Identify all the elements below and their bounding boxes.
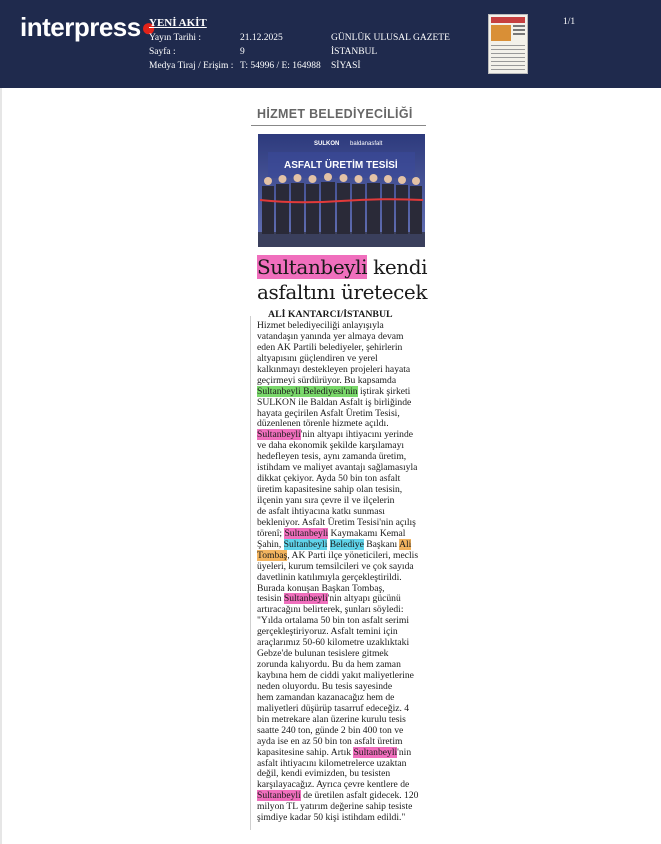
body-text: 'nin — [397, 746, 412, 758]
highlighted-term: Sultanbeyli — [283, 538, 328, 550]
body-text: Burada konuşan Başkan Tombaş, — [257, 582, 385, 594]
body-text: Kaymakamı Kemal — [328, 527, 406, 539]
body-text: asfalt ihtiyacını kilometrelerce uzaktan — [257, 757, 407, 769]
body-text: ayda ise en az 50 bin ton asfalt üretim — [257, 735, 403, 747]
body-text: kalkınmayı destekleyen projeleri hayata — [257, 363, 411, 375]
banner-title-text: ASFALT ÜRETİM TESİSİ — [284, 160, 398, 171]
article-body — [257, 321, 437, 824]
body-text: Gebze'de bulunan tesislere gitmek — [257, 648, 389, 660]
section-divider — [251, 125, 426, 126]
column-rule — [250, 316, 251, 830]
body-text: törenî; — [257, 527, 285, 539]
body-text: Şahin, — [257, 538, 284, 550]
section-title: HİZMET BELEDİYECİLİĞİ — [257, 107, 413, 121]
meta-extra-category: SİYASİ — [331, 61, 361, 71]
highlighted-term: Belediye — [329, 538, 364, 550]
highlighted-term: Tombaş — [257, 549, 288, 561]
headline — [257, 255, 457, 305]
body-text: SULKON ile Baldan Asfalt iş birliğinde — [257, 396, 412, 408]
meta-value-page: 9 — [240, 47, 245, 57]
body-text: 'nin altyapı gücünü — [327, 593, 401, 605]
highlighted-term: Ali — [399, 538, 412, 550]
logo-text: interpress — [20, 12, 141, 42]
headline-line1-rest: kendi — [367, 255, 428, 279]
header-bar — [0, 0, 661, 88]
body-text: bin metrekare alan üzerine kurulu tesis — [257, 713, 406, 725]
banner-right-text: baldanasfalt — [350, 141, 383, 147]
article-photo — [258, 134, 425, 247]
interpress-logo: interpress● — [20, 12, 156, 42]
body-text: değil, kendi evimizden, bu tesisten — [257, 768, 391, 780]
page-counter: 1/1 — [563, 17, 576, 27]
highlighted-term: Sultanbeyli Belediyesi'nin — [257, 385, 358, 397]
body-text: araçlarımız 50-60 kilometre uzaklıktaki — [257, 637, 410, 649]
body-text: maliyetleri düşürüp tasarruf edeceğiz. 4 — [257, 702, 410, 714]
headline-line-1 — [257, 255, 457, 280]
body-text: üretim kapasitesine sahip olan tesisin, — [257, 484, 403, 496]
highlighted-term: Sultanbeyli — [283, 593, 328, 605]
body-text: neden oluyordu. Bu tesis sayesinde — [257, 680, 393, 692]
body-text: üyeleri, kurum temsilcileri ve çok sayıda — [257, 560, 414, 572]
body-text: istihdam ve maliyet avantajı sağlamasıyla — [257, 462, 418, 474]
body-text: geçirmeyi sürdürüyor. Bu kapsamda — [257, 374, 397, 386]
body-text: tesisin — [257, 593, 284, 605]
meta-label-page: Sayfa : — [149, 47, 176, 57]
body-text: karşılayacağız. Ayrıca çevre kentlere de — [257, 779, 410, 791]
body-text: ilçenin yanı sıra çevre il ve ilçelerin — [257, 495, 395, 506]
body-text: zorunda kalıyordu. Bu da hem zaman — [257, 659, 401, 671]
highlighted-term: Sultanbeyli — [257, 790, 301, 802]
body-text: hem zamandan kazanacağız hem de — [257, 691, 395, 703]
body-text: kaybına hem de ciddi yakıt maliyetlerine — [257, 670, 414, 681]
body-text: davetlinin katılımıyla gerçekleştirildi. — [257, 571, 402, 583]
body-line — [257, 813, 437, 824]
meta-extra-city: İSTANBUL — [331, 47, 378, 57]
body-text: altyapısını güçlendiren ve yerel — [257, 352, 378, 364]
body-text: dikkat çekiyor. Ayda 50 bin ton asfalt — [257, 473, 401, 485]
body-text: Başkanı — [363, 538, 400, 550]
body-text: , AK Parti ilçe yöneticileri, meclis — [287, 549, 419, 561]
body-text: artıracağını belirterek, şunları söyledi: — [257, 604, 404, 616]
byline: ALİ KANTARCI/İSTANBUL — [268, 309, 393, 320]
body-text: gerçekleştiriyoruz. Asfalt temini için — [257, 626, 398, 638]
body-text: eden AK Partili belediyeler, şehirlerin — [257, 341, 403, 353]
body-text: düzenlenen törenle hizmete açıldı. — [257, 418, 389, 430]
body-text: saatte 240 ton, günde 2 bin 400 ton ve — [257, 724, 404, 736]
body-text: hayata geçirilen Asfalt Üretim Tesisi, — [257, 407, 400, 419]
meta-extra-type: GÜNLÜK ULUSAL GAZETE — [331, 33, 450, 43]
body-text: de üretilen asfalt gidecek. 120 — [300, 790, 419, 802]
body-text: hedefleyen tesis, aynı zamanda üretim, — [257, 451, 407, 463]
body-text: vatandaşın yanında yer almaya devam — [257, 330, 404, 342]
highlighted-term: Sultanbeyli — [353, 746, 398, 758]
body-text: iştirak şirketi — [357, 385, 411, 397]
body-text: de asfalt ihtiyacına katkı sunması — [257, 505, 385, 517]
meta-value-reach: T: 54996 / E: 164988 — [240, 61, 321, 71]
highlighted-term: Sultanbeyli — [257, 429, 301, 441]
headline-highlight: Sultanbeyli — [257, 255, 368, 279]
banner-left-text: SULKON — [314, 141, 340, 147]
body-text: Hizmet belediyeciliği anlayışıyla — [257, 320, 384, 331]
headline-line-2: asfaltını üretecek — [257, 280, 428, 304]
body-text: kapasitesine sahip. Artık — [257, 746, 354, 758]
body-text: "Yılda ortalama 50 bin ton asfalt serimi — [257, 615, 410, 627]
body-text: milyon TL yatırım değerine sahip tesiste — [257, 801, 413, 813]
meta-label-date: Yayın Tarihi : — [149, 33, 202, 43]
highlighted-term: Sultanbeyli — [284, 527, 329, 539]
publication-name[interactable]: YENİ AKİT — [149, 17, 207, 29]
meta-label-reach: Medya Tiraj / Erişim : — [149, 61, 234, 71]
body-text: 'nin altyapı ihtiyacını yerinde — [300, 429, 413, 441]
page-thumbnail[interactable] — [488, 14, 528, 74]
body-text: ve daha ekonomik şekilde karşılamayı — [257, 440, 405, 452]
meta-value-date: 21.12.2025 — [240, 33, 283, 43]
body-text: bekleniyor. Asfalt Üretim Tesisi'nin açılış — [257, 516, 416, 528]
body-text: şimdiye kadar 50 kişi istihdam edildi." — [257, 812, 406, 824]
